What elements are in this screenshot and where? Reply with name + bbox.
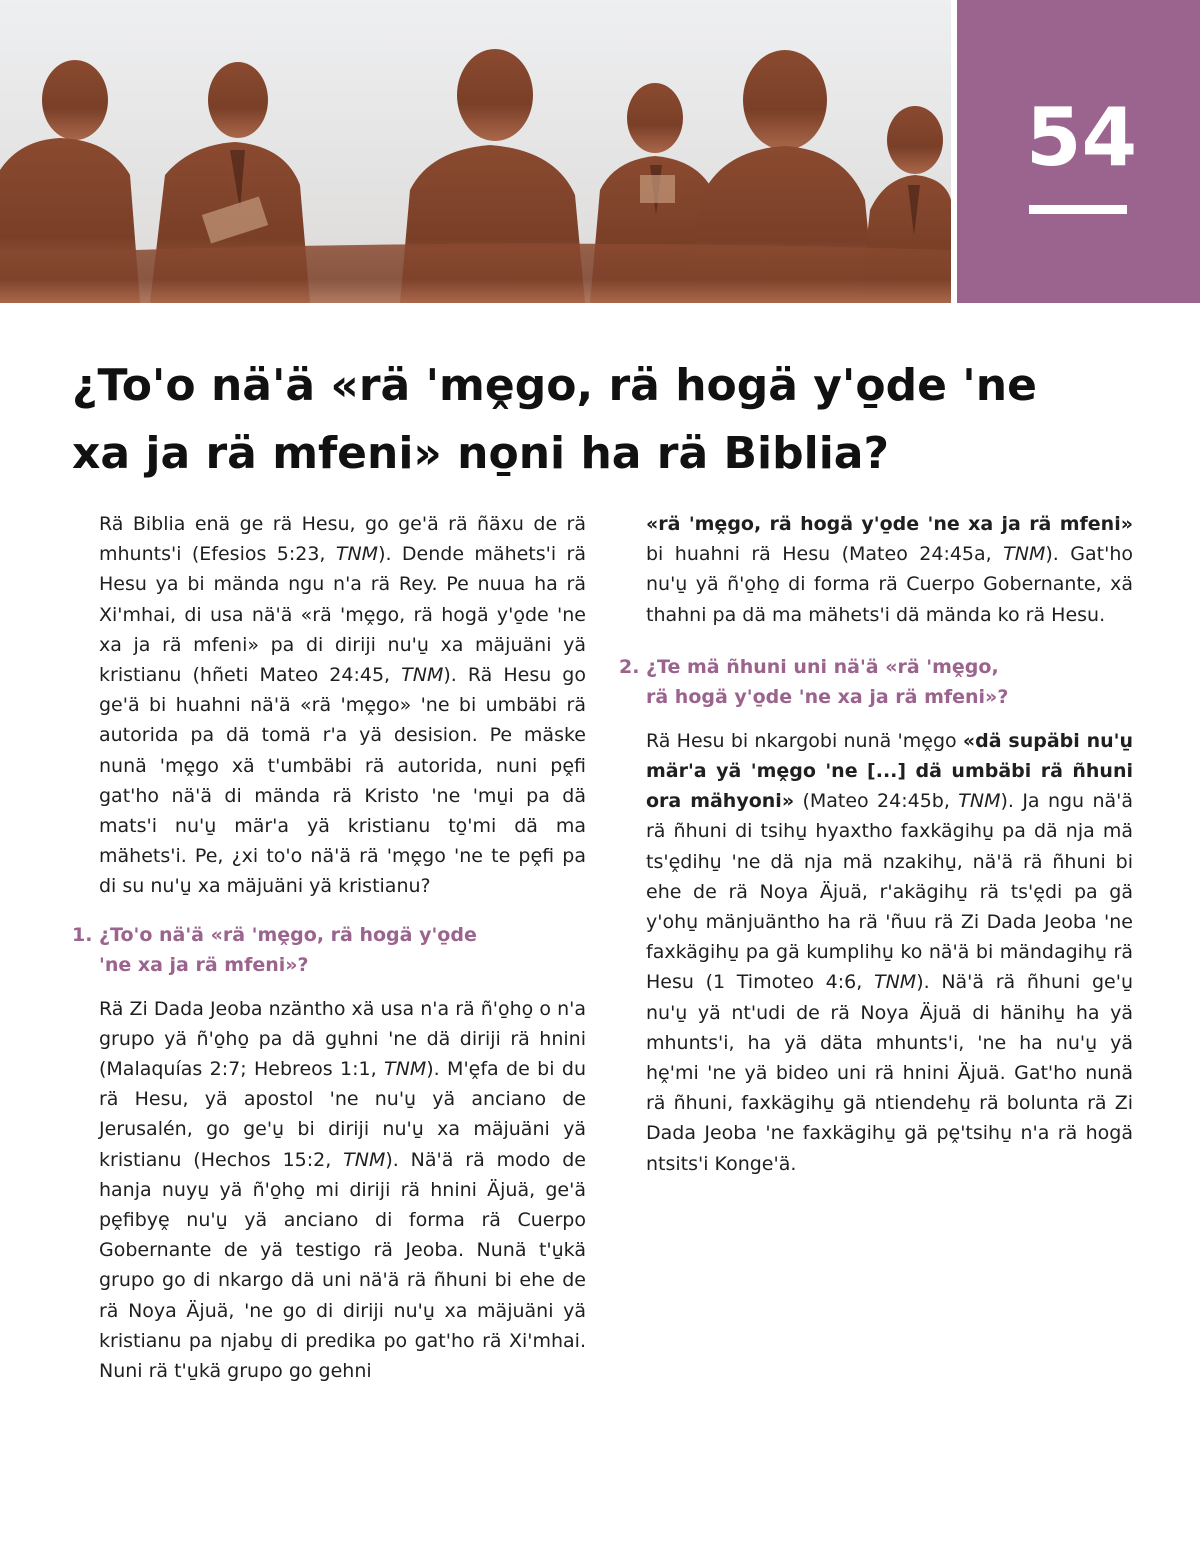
answer-2-paragraph: Rä Hesu bi nkargobi nunä 'mḙgo «dä supäbi nu'u̱ mär'a yä 'mḙgo 'ne [...] dä umbäbi rä ñhuni ora mähyoni» (Mateo 24:45b, TNM). Ja ngu nä'ä rä ñhuni di tsihu̱ hyaxtho faxkägihu̱ pa dä nja mä ts'ḙdihu̱ 'ne dä nja mä nzakihu̱, nä'ä rä ñhuni bi ehe de rä Noya Äjuä, r'akägihu̱ rä ts'ḙdi pa gä y'ohu̱ mänjuäntho ha rä 'ñuu rä Zi Dada Jeoba 'ne faxkägihu̱ pa gä kumplihu̱ ko nä'ä bi mändagihu̱ rä Hesu (1 Timoteo 4:6, TNM). Nä'ä rä ñhuni ge'u̱ nu'u̱ yä nt'udi de rä Noya Äjuä di hänihu̱ ha yä mhunts'i, ha yä däta mhunts'i, 'ne ha nu'u̱ yä hḙ'mi 'ne yä bideo uni rä hnini Äjuä. Gat'ho nunä rä ñhuni, faxkägihu̱ gä ntiendehu̱ rä bolunta rä Zi Dada Jeoba 'ne faxkägihu̱ gä pḙ'tsihu̱ n'a rä hogä ntsits'i Konge'ä. <box>646 729 1134 1175</box>
mateo-quote-bold: «dä supäbi nu'u̱ mär'a yä 'mḙgo 'ne [...] dä umbäbi rä ñhuni ora mähyoni» <box>646 729 1133 813</box>
answer-1-paragraph: Rä Zi Dada Jeoba nzäntho xä usa n'a rä ñ'o̱ho̱ o n'a grupo yä ñ'o̱ho̱ pa dä gu̱hni 'ne dä diriji rä hnini (Malaquías 2:7; Hebreos 1:1, TNM). M'ḙfa de bi du rä Hesu, yä apostol 'ne nu'u̱ yä anciano de Jerusalén, go ge'u̱ bi diriji nu'u̱ xa mäjuäni yä kristianu (Hechos 15:2, TNM). Nä'ä rä modo de hanja nuyu̱ yä ñ'o̱ho̱ mi diriji rä hnini Äjuä, ge'ä pḙfibyḙ nu'u̱ yä anciano di forma rä Cuerpo Gobernante de yä testigo rä Jeoba. Nunä t'u̱kä grupo go di nkargo dä uni nä'ä rä ñhuni bi ehe de rä Noya Äjuä, 'ne go di diriji nu'u̱ xa mäjuäni yä kristianu pa njabu̱ di predika po gat'ho rä Xi'mhai. Nuni rä t'u̱kä grupo go gehni <box>99 997 586 1383</box>
lesson-number: 54 <box>1025 91 1138 184</box>
lesson-number-underline <box>1029 205 1127 214</box>
lesson-number-panel <box>957 0 1200 303</box>
faithful-slave-phrase: «rä 'mḙgo, rä hogä y'o̱de 'ne xa ja rä mfeni» <box>646 513 1133 535</box>
question-1-line-2: 'ne xa ja rä mfeni»? <box>99 953 309 976</box>
right-column <box>619 509 1134 1179</box>
intro-paragraph: Rä Biblia enä ge rä Hesu, go ge'ä rä ñäxu de rä mhunts'i (Efesios 5:23, TNM). Dende mähets'i rä Hesu ya bi mända ngu n'a rä Rey. Pe nuua ha rä Xi'mhai, di usa nä'ä «rä 'mḙgo, rä hogä y'o̱de 'ne xa ja rä mfeni» pa di diriji nu'u̱ xa mäjuäni yä kristianu (hñeti Mateo 24:45, TNM). Rä Hesu go ge'ä bi huahni nä'ä «rä 'mḙgo» 'ne bi umbäbi rä autorida pa dä tomä r'a yä desision. Pe mäske nunä 'mḙgo xä t'umbäbi rä autorida, nuni pḙfi gat'ho nä'ä di mända rä Kristo 'ne 'mu̱i pa dä mats'i nu'u̱ mär'a yä kristianu to̱'mi dä ma mähets'i. Pe, ¿xi to'o nä'ä rä 'mḙgo 'ne te pḙfi pa di su nu'u̱ xa mäjuäni yä kristianu? <box>99 513 586 898</box>
question-2-line-1: ¿Te mä ñhuni uni nä'ä «rä 'mḙgo, <box>646 655 999 678</box>
question-2-heading <box>619 652 1133 712</box>
meeting-silhouettes-illustration <box>0 0 951 303</box>
header-banner-image <box>0 0 951 303</box>
question-1-number: 1. <box>72 923 93 946</box>
page-title-line-1: ¿To'o nä'ä «rä 'mḙgo, rä hogä y'o̱de 'ne <box>72 360 1037 411</box>
question-1-line-1: ¿To'o nä'ä «rä 'mḙgo, rä hogä y'o̱de <box>99 923 477 946</box>
page-title-line-2: xa ja rä mfeni» no̱ni ha rä Biblia? <box>72 428 889 479</box>
question-1-heading <box>72 920 586 980</box>
question-2-line-2: rä hogä y'o̱de 'ne xa ja rä mfeni»? <box>646 685 1009 708</box>
left-column <box>72 509 586 1386</box>
question-2-number: 2. <box>619 655 640 678</box>
page-title <box>72 352 1132 488</box>
answer-1-continued-paragraph: «rä 'mḙgo, rä hogä y'o̱de 'ne xa ja rä mfeni» bi huahni rä Hesu (Mateo 24:45a, TNM). Gat'ho nu'u̱ yä ñ'o̱ho̱ di forma rä Cuerpo Gobernante, xä thahni pa dä ma mähets'i dä mända ko rä Hesu. <box>646 513 1133 626</box>
